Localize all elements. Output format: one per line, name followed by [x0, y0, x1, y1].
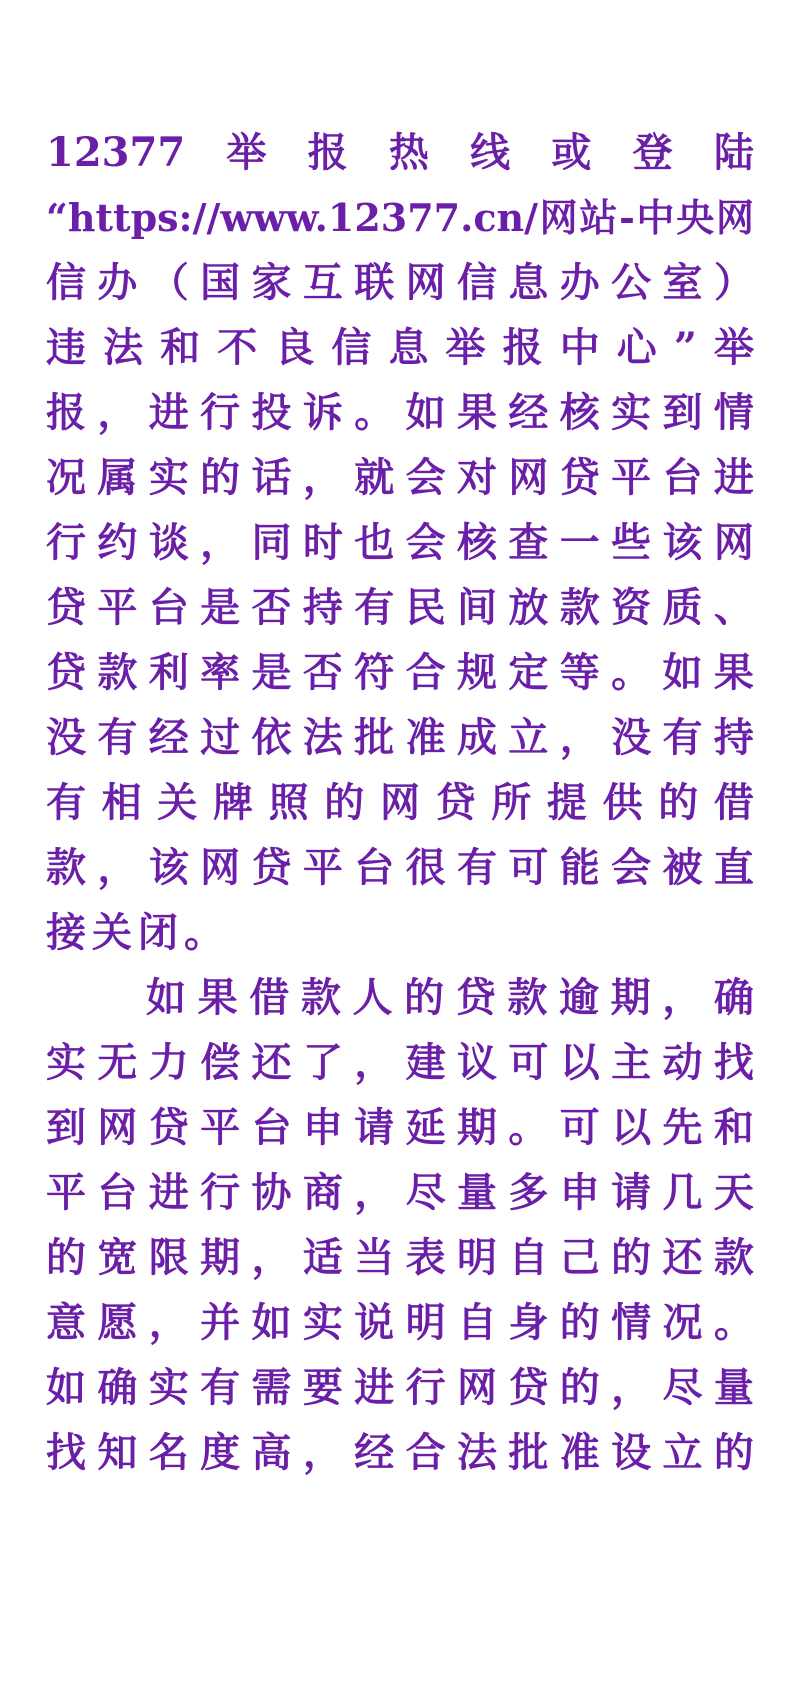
text-line: 没 有 经 过 依 法 批 准 成 立 ， 没 有 持 [46, 714, 754, 761]
text-line: 报 ， 进 行 投 诉 。 如 果 经 核 实 到 情 [46, 389, 754, 436]
text-line: 况 属 实 的 话 ， 就 会 对 网 贷 平 台 进 [46, 454, 754, 501]
text-line: 意 愿 ， 并 如 实 说 明 自 身 的 情 况 。 [46, 1299, 754, 1346]
text-line: 的 宽 限 期 ， 适 当 表 明 自 己 的 还 款 [46, 1234, 754, 1281]
text-line: 接 关 闭 。 [46, 909, 224, 956]
text-line: 贷 平 台 是 否 持 有 民 间 放 款 资 质 、 [46, 584, 754, 631]
text-line: 如 确 实 有 需 要 进 行 网 贷 的 ， 尽 量 [46, 1364, 754, 1411]
text-line: 信 办 （ 国 家 互 联 网 信 息 办 公 室 ） [46, 259, 754, 306]
text-line: 12377 举 报 热 线 或 登 陆 [46, 129, 754, 176]
text-line: 平 台 进 行 协 商 ， 尽 量 多 申 请 几 天 [46, 1169, 754, 1216]
text-line: 违 法 和 不 良 信 息 举 报 中 心 ” 举 [46, 324, 754, 371]
text-line: 找 知 名 度 高 ， 经 合 法 批 准 设 立 的 [46, 1429, 754, 1476]
text-line: 贷 款 利 率 是 否 符 合 规 定 等 。 如 果 [46, 649, 754, 696]
text-line: 有 相 关 牌 照 的 网 贷 所 提 供 的 借 [46, 779, 754, 826]
text-line: 行 约 谈 ， 同 时 也 会 核 查 一 些 该 网 [46, 519, 754, 566]
text-line: 到 网 贷 平 台 申 请 延 期 。 可 以 先 和 [46, 1104, 754, 1151]
text-line: “https://www.12377.cn/ 网 站 - 中 央 网 [46, 195, 754, 240]
paragraph-first-line: 如 果 借 款 人 的 贷 款 逾 期 ， 确 [146, 974, 754, 1021]
text-line: 款 ， 该 网 贷 平 台 很 有 可 能 会 被 直 [46, 844, 754, 891]
text-line: 实 无 力 偿 还 了 ， 建 议 可 以 主 动 找 [46, 1039, 754, 1086]
